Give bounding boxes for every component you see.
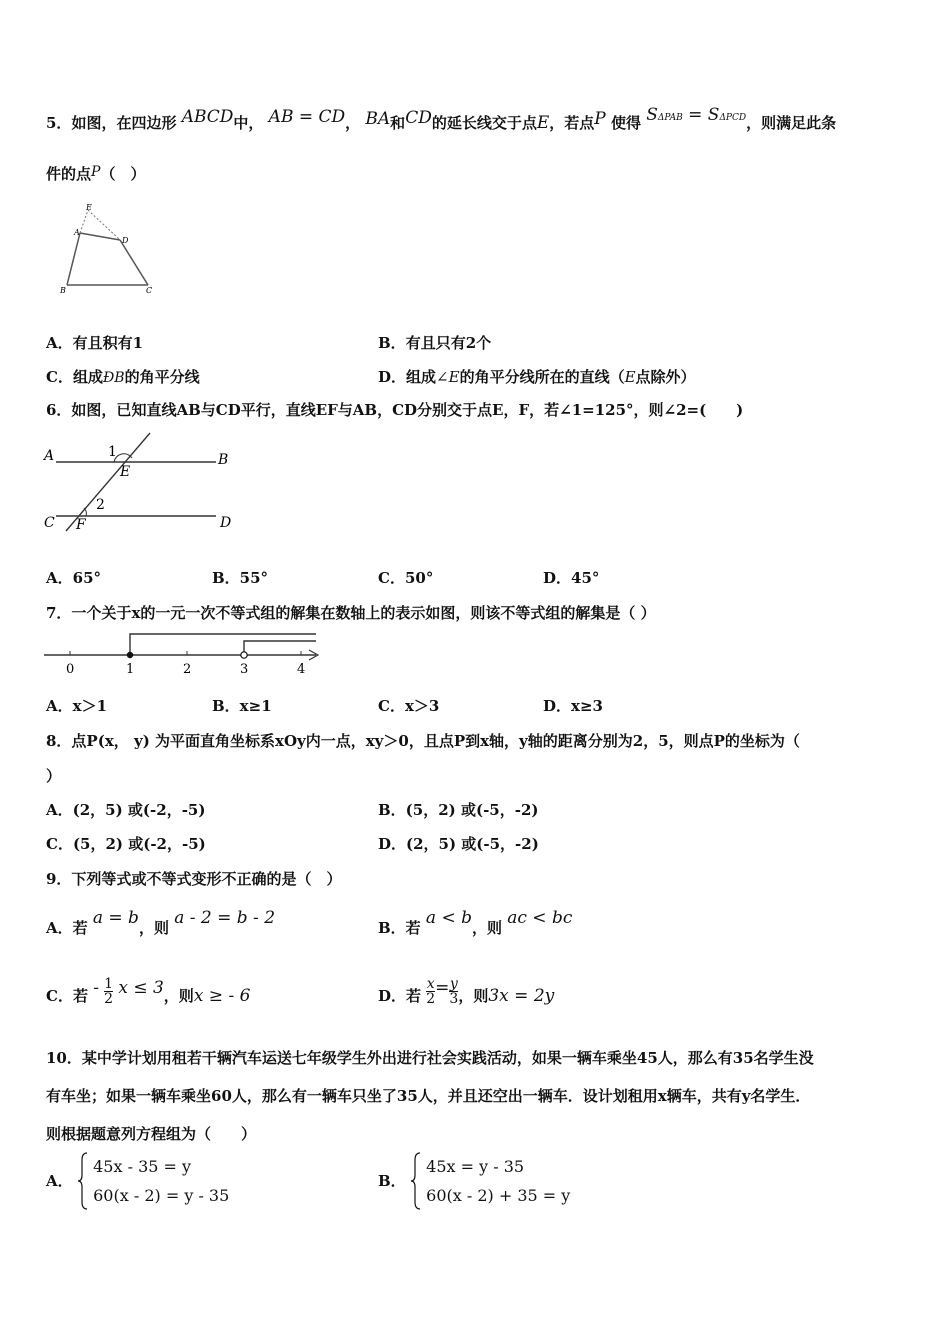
q6-label-f: F [76,517,86,533]
q5-option-c [46,367,200,388]
q9-option-d-num-x: x [426,975,435,992]
q9-option-d-den-x: 2 [426,990,436,1007]
q5-text-3: ， [345,114,361,132]
q5-label-c: C [146,286,153,295]
q8-option-d: D．(2，5) 或(-5，-2) [378,835,539,853]
q5-line2-text: 件的点 [46,165,92,183]
q5-label-d: D [122,236,129,245]
q9-option-d [378,975,555,1012]
q5-option-b-text: 有且只有2个 [405,334,492,352]
q5-math-cd: CD [405,108,432,128]
q10-option-b-brace [411,1152,421,1210]
q9-option-d-fraction-x [426,977,435,1006]
q9-option-d-num-y: y [449,975,458,992]
q9-option-a-label: A．若 [46,919,88,937]
q5-option-d-text-1: 组成 [406,368,437,386]
q10-option-b-system [426,1152,570,1210]
q9-option-a-result: a - 2 = b - 2 [174,908,276,928]
q9-option-b-result: ac < bc [507,908,573,928]
q10-stem-line-1: 10．某中学计划用租若干辆汽车运送七年级学生外出进行社会实践活动，如果一辆车乘坐45人，那么有35名学生没 [46,1049,814,1067]
q9-option-a [46,908,276,938]
q9-option-d-result: 3x = 2y [488,986,555,1006]
q6-label-2: 2 [96,497,105,513]
q5-quadrilateral-figure [50,200,170,300]
q6-parallel-lines-figure [42,428,242,538]
q5-text-8: ，则满足此条 [746,114,837,132]
q5-label-e: E [86,203,92,212]
q5-label-a: A [74,228,80,237]
q9-option-d-den-y: 3 [449,990,459,1007]
q5-text-2: 中， [233,114,264,132]
q9-option-b-premise: a < b [425,908,472,928]
q5-option-d-text-3: 点除外） [635,368,696,386]
q9-option-c-minus: - [93,978,99,998]
q5-math-e: E [536,113,550,133]
q5-math-ba: BA [365,109,391,129]
q7-tick-label-3: 3 [240,662,249,677]
q8-stem-line-2: ） [46,767,62,785]
q5-line-1 [46,105,837,136]
q9-option-d-fraction-y [449,977,458,1006]
q5-area-s2: S [707,105,720,125]
q9-option-b-then: ，则 [472,919,503,937]
q5-area-s1-sub: ΔPAB [657,113,683,123]
q7-option-d: D．x≥3 [543,697,603,715]
q9-option-b-label: B．若 [378,919,421,937]
q9-option-d-label: D．若 [378,987,422,1005]
q9-option-c-denominator: 2 [104,990,114,1007]
q5-area-eq: = [682,105,708,125]
q5-option-c-text-1: 组成 [72,368,103,386]
q5-option-c-text-2: 的角平分线 [124,368,200,386]
q10-option-a-eq-1: 45x - 35 = y [93,1157,192,1176]
q7-range-from-3 [244,641,316,655]
q7-tick-label-1: 1 [126,662,135,677]
q5-option-a [46,333,143,353]
q10-option-a-brace [78,1152,88,1210]
q8-option-a: A．(2，5) 或(-2，-5) [46,801,206,819]
q8-option-c: C．(5，2) 或(-2，-5) [46,835,206,853]
q5-line2-p: P [91,164,101,180]
q10-option-b [378,1152,570,1212]
q5-text-1: 如图，在四边形 [71,114,177,132]
q5-math-ab-cd: AB = CD [268,107,346,127]
q5-extension-ae [80,210,88,233]
q10-option-b-eq-1: 45x = y - 35 [426,1157,525,1176]
q6-option-c: C．50° [378,569,434,587]
q5-option-a-text: 有且积有1 [72,334,144,352]
q5-edge-ad [80,233,120,240]
q5-option-d [378,367,696,387]
q5-text-5: 的延长线交于点 [431,114,537,132]
q8-option-b: B．(5，2) 或(-5，-2) [378,801,539,819]
q7-stem: 7．一个关于x的一元一次不等式组的解集在数轴上的表示如图，则该不等式组的解集是（ ） [46,604,656,622]
q6-option-b: B．55° [212,569,269,587]
q5-area-s2-sub: ΔPCD [719,113,747,123]
q10-option-b-label: B． [378,1172,406,1190]
q5-area-s1: S [646,105,658,125]
q9-option-b [378,908,573,938]
q9-option-c-label: C．若 [46,987,88,1005]
q6-label-1: 1 [108,444,117,460]
q8-stem-line-1: 8．点P(x， y) 为平面直角坐标系xOy内一点，xy＞0，且点P到x轴，y轴的距离分别为2，5，则点P的坐标为（ [46,732,800,750]
q9-stem: 9．下列等式或不等式变形不正确的是（ ） [46,870,342,888]
q5-option-c-math: ÐB [102,370,125,386]
q9-option-c-then: ，则 [163,987,194,1005]
q10-option-a [46,1152,229,1212]
q7-number-line [44,630,334,680]
q5-text-7: 使得 [610,114,641,132]
q5-edge-ba [67,233,80,285]
q5-option-b-label: B． [378,334,406,352]
q9-option-c [46,975,251,1012]
q5-line2-paren: （ ） [100,165,146,183]
q7-option-b: B．x≥1 [212,697,272,715]
q6-option-d: D．45° [543,569,600,587]
q10-stem-line-3: 则根据题意列方程组为（ ） [46,1125,257,1143]
q7-range-from-1 [130,634,316,655]
q6-label-c: C [44,515,55,531]
q10-option-b-eq-2: 60(x - 2) + 35 = y [426,1186,571,1205]
q9-option-c-premise: x ≤ 3 [118,978,164,998]
q5-math-abcd: ABCD [181,107,234,127]
q7-tick-label-2: 2 [183,662,192,677]
q9-option-a-then: ，则 [138,919,169,937]
q10-option-a-system [93,1152,229,1210]
q7-hollow-dot [241,652,247,658]
q5-option-d-math: ∠E [436,368,460,386]
q5-math-p: P [594,109,606,129]
q7-option-c: C．x＞3 [378,697,440,715]
q7-solid-dot [127,652,133,658]
q9-option-a-premise: a = b [92,908,139,928]
q7-tick-label-4: 4 [297,662,306,677]
q5-line-2 [46,164,145,185]
q5-option-b [378,333,491,353]
q6-option-a: A．65° [46,569,102,587]
q6-label-a: A [44,448,55,464]
q5-option-c-label: C． [46,368,73,386]
q6-stem: 6．如图，已知直线AB与CD平行，直线EF与AB，CD分别交于点E，F，若∠1=125°，则∠2=( ) [46,401,744,419]
q9-option-d-eq: = [435,978,450,998]
q10-option-a-label: A． [46,1172,73,1190]
q5-option-d-label: D． [378,368,407,386]
q9-option-d-then: ，则 [458,987,489,1005]
q7-tick-label-0: 0 [66,662,75,677]
q7-option-a: A．x＞1 [46,697,108,715]
q5-label-b: B [60,286,66,295]
q5-option-d-text-2: 的角平分线所在的直线（ [459,368,625,386]
q5-text-4: 和 [390,114,406,132]
q10-option-a-eq-2: 60(x - 2) = y - 35 [93,1186,230,1205]
q6-label-e: E [120,464,131,480]
q5-option-d-math-2: E [624,368,636,386]
q5-edge-dc [120,240,148,285]
q5-option-a-label: A． [46,334,73,352]
q6-label-b: B [218,452,229,468]
q9-option-c-numerator: 1 [104,975,114,992]
q9-option-c-fraction [104,977,113,1006]
q10-stem-line-2: 有车坐；如果一辆车乘坐60人，那么有一辆车只坐了35人，并且还空出一辆车．设计划租用x辆车，共有y名学生． [46,1087,811,1105]
q6-label-d: D [220,515,232,531]
q5-number: 5． [46,114,72,132]
q5-text-6: ，若点 [549,114,595,132]
q9-option-c-result: x ≥ - 6 [193,986,251,1006]
q5-area-condition [646,106,746,124]
